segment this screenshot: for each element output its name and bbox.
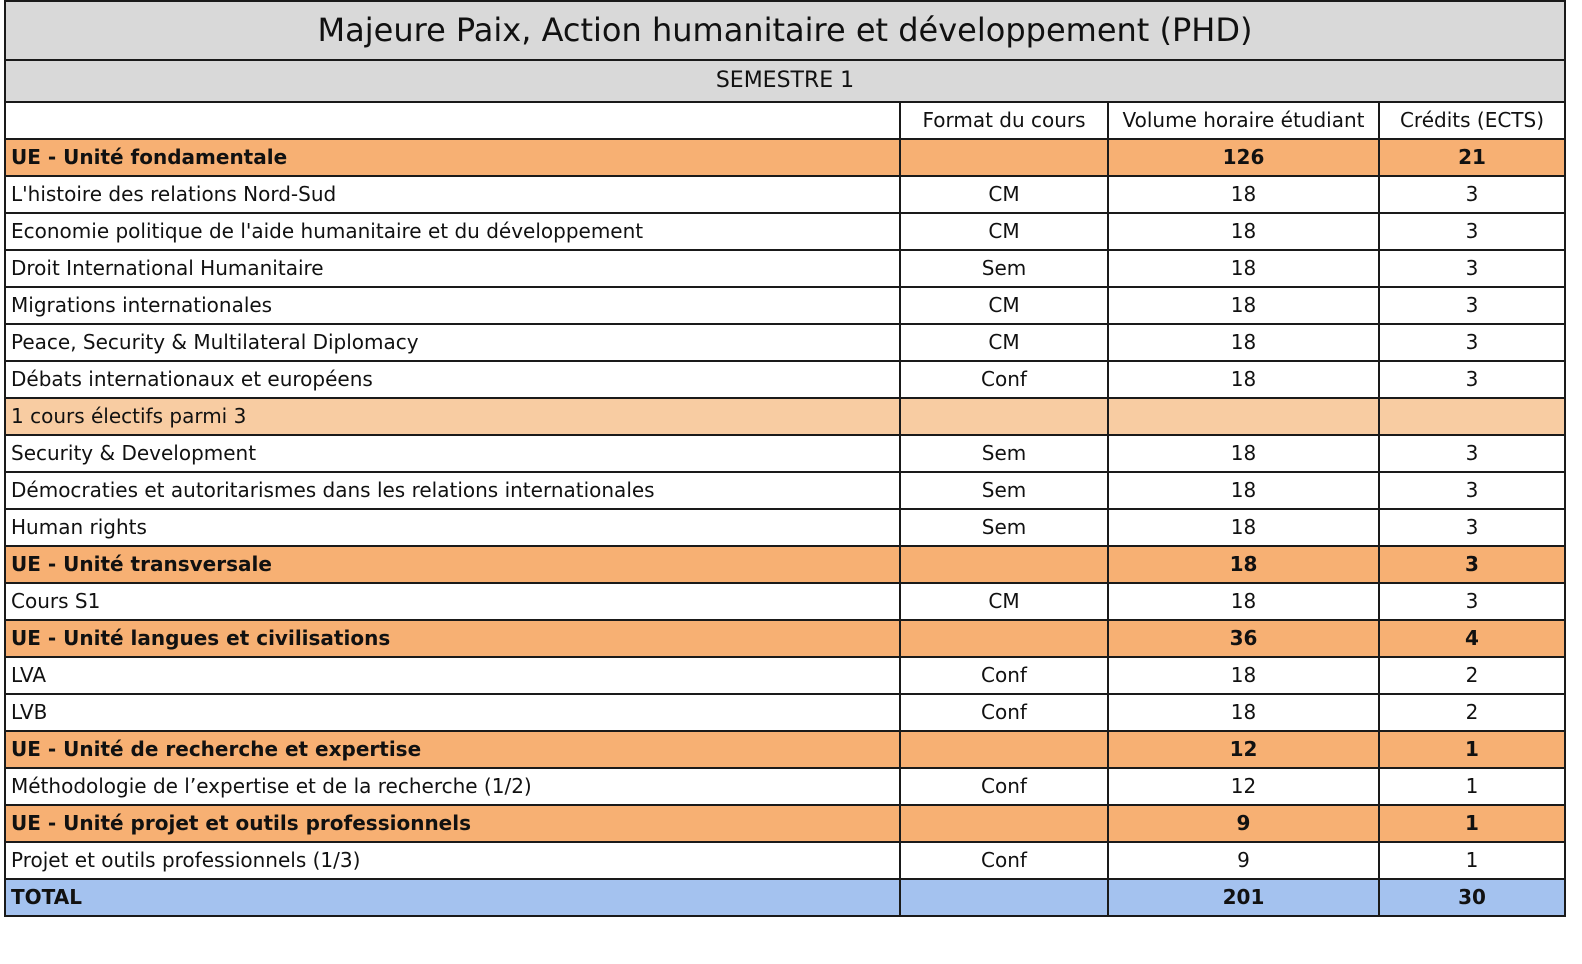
cell-volume: 18 (1108, 583, 1379, 620)
cell-credits: 3 (1379, 509, 1565, 546)
cell-format (900, 731, 1108, 768)
cell-name: UE - Unité langues et civilisations (5, 620, 900, 657)
cell-format (900, 546, 1108, 583)
cell-volume: 18 (1108, 546, 1379, 583)
elective-row (5, 398, 1565, 435)
cell-format (900, 620, 1108, 657)
cell-volume: 12 (1108, 768, 1379, 805)
course-row (5, 176, 1565, 213)
cell-volume: 18 (1108, 694, 1379, 731)
cell-format: Sem (900, 509, 1108, 546)
curriculum-table (4, 0, 1566, 917)
course-row (5, 250, 1565, 287)
cell-credits: 3 (1379, 176, 1565, 213)
cell-format (900, 805, 1108, 842)
cell-credits: 3 (1379, 250, 1565, 287)
cell-format: Conf (900, 768, 1108, 805)
cell-credits: 3 (1379, 361, 1565, 398)
cell-format: CM (900, 324, 1108, 361)
cell-credits: 3 (1379, 435, 1565, 472)
cell-name: Peace, Security & Multilateral Diplomacy (5, 324, 900, 361)
cell-format (900, 139, 1108, 176)
cell-format (900, 398, 1108, 435)
cell-name: UE - Unité transversale (5, 546, 900, 583)
cell-name: Human rights (5, 509, 900, 546)
cell-name: 1 cours électifs parmi 3 (5, 398, 900, 435)
cell-name: Cours S1 (5, 583, 900, 620)
cell-format: CM (900, 213, 1108, 250)
cell-credits: 21 (1379, 139, 1565, 176)
cell-format: Sem (900, 472, 1108, 509)
cell-volume: 9 (1108, 842, 1379, 879)
header-credits: Crédits (ECTS) (1379, 102, 1565, 139)
semester-row (5, 60, 1565, 102)
cell-volume: 126 (1108, 139, 1379, 176)
ue-row (5, 731, 1565, 768)
cell-name: L'histoire des relations Nord-Sud (5, 176, 900, 213)
cell-format: Conf (900, 842, 1108, 879)
cell-name: UE - Unité fondamentale (5, 139, 900, 176)
ue-row (5, 620, 1565, 657)
cell-volume: 18 (1108, 176, 1379, 213)
course-row (5, 287, 1565, 324)
header-format: Format du cours (900, 102, 1108, 139)
cell-credits: 3 (1379, 472, 1565, 509)
course-row (5, 509, 1565, 546)
cell-format: Conf (900, 694, 1108, 731)
cell-format: Conf (900, 657, 1108, 694)
sheet-title: Majeure Paix, Action humanitaire et développement (PHD) (5, 1, 1565, 60)
cell-volume: 36 (1108, 620, 1379, 657)
course-row (5, 657, 1565, 694)
cell-credits: 1 (1379, 842, 1565, 879)
cell-volume: 18 (1108, 657, 1379, 694)
cell-format: Sem (900, 250, 1108, 287)
cell-volume: 18 (1108, 250, 1379, 287)
course-row (5, 324, 1565, 361)
cell-volume: 18 (1108, 213, 1379, 250)
cell-name: UE - Unité projet et outils professionnels (5, 805, 900, 842)
title-row (5, 1, 1565, 60)
ue-row (5, 139, 1565, 176)
cell-name: Economie politique de l'aide humanitaire et du développement (5, 213, 900, 250)
cell-volume: 18 (1108, 361, 1379, 398)
cell-volume: 18 (1108, 287, 1379, 324)
cell-name: UE - Unité de recherche et expertise (5, 731, 900, 768)
cell-name: Projet et outils professionnels (1/3) (5, 842, 900, 879)
ue-row (5, 546, 1565, 583)
cell-volume: 18 (1108, 509, 1379, 546)
course-row (5, 583, 1565, 620)
cell-format (900, 879, 1108, 916)
cell-name: Démocraties et autoritarismes dans les relations internationales (5, 472, 900, 509)
header-volume: Volume horaire étudiant (1108, 102, 1379, 139)
cell-credits: 1 (1379, 768, 1565, 805)
cell-credits: 4 (1379, 620, 1565, 657)
cell-volume: 18 (1108, 324, 1379, 361)
ue-row (5, 805, 1565, 842)
course-row (5, 213, 1565, 250)
cell-credits (1379, 398, 1565, 435)
cell-credits: 3 (1379, 583, 1565, 620)
cell-volume: 18 (1108, 472, 1379, 509)
course-row (5, 842, 1565, 879)
course-row (5, 435, 1565, 472)
cell-name: Migrations internationales (5, 287, 900, 324)
cell-format: Sem (900, 435, 1108, 472)
cell-credits: 2 (1379, 694, 1565, 731)
column-header-row (5, 102, 1565, 139)
cell-credits: 2 (1379, 657, 1565, 694)
course-row (5, 361, 1565, 398)
cell-volume (1108, 398, 1379, 435)
cell-credits: 3 (1379, 546, 1565, 583)
cell-credits: 3 (1379, 213, 1565, 250)
cell-volume: 12 (1108, 731, 1379, 768)
cell-name: Droit International Humanitaire (5, 250, 900, 287)
cell-name: Débats internationaux et européens (5, 361, 900, 398)
cell-name: LVA (5, 657, 900, 694)
cell-credits: 1 (1379, 731, 1565, 768)
cell-volume: 201 (1108, 879, 1379, 916)
header-name (5, 102, 900, 139)
cell-volume: 9 (1108, 805, 1379, 842)
semester-label: SEMESTRE 1 (5, 60, 1565, 102)
course-row (5, 472, 1565, 509)
cell-name: TOTAL (5, 879, 900, 916)
cell-name: Security & Development (5, 435, 900, 472)
cell-credits: 1 (1379, 805, 1565, 842)
cell-format: CM (900, 287, 1108, 324)
cell-format: CM (900, 583, 1108, 620)
cell-credits: 3 (1379, 324, 1565, 361)
total-row (5, 879, 1565, 916)
curriculum-sheet (4, 0, 1564, 917)
cell-name: Méthodologie de l’expertise et de la recherche (1/2) (5, 768, 900, 805)
course-row (5, 768, 1565, 805)
cell-credits: 30 (1379, 879, 1565, 916)
cell-name: LVB (5, 694, 900, 731)
cell-format: CM (900, 176, 1108, 213)
course-row (5, 694, 1565, 731)
cell-format: Conf (900, 361, 1108, 398)
cell-credits: 3 (1379, 287, 1565, 324)
cell-volume: 18 (1108, 435, 1379, 472)
